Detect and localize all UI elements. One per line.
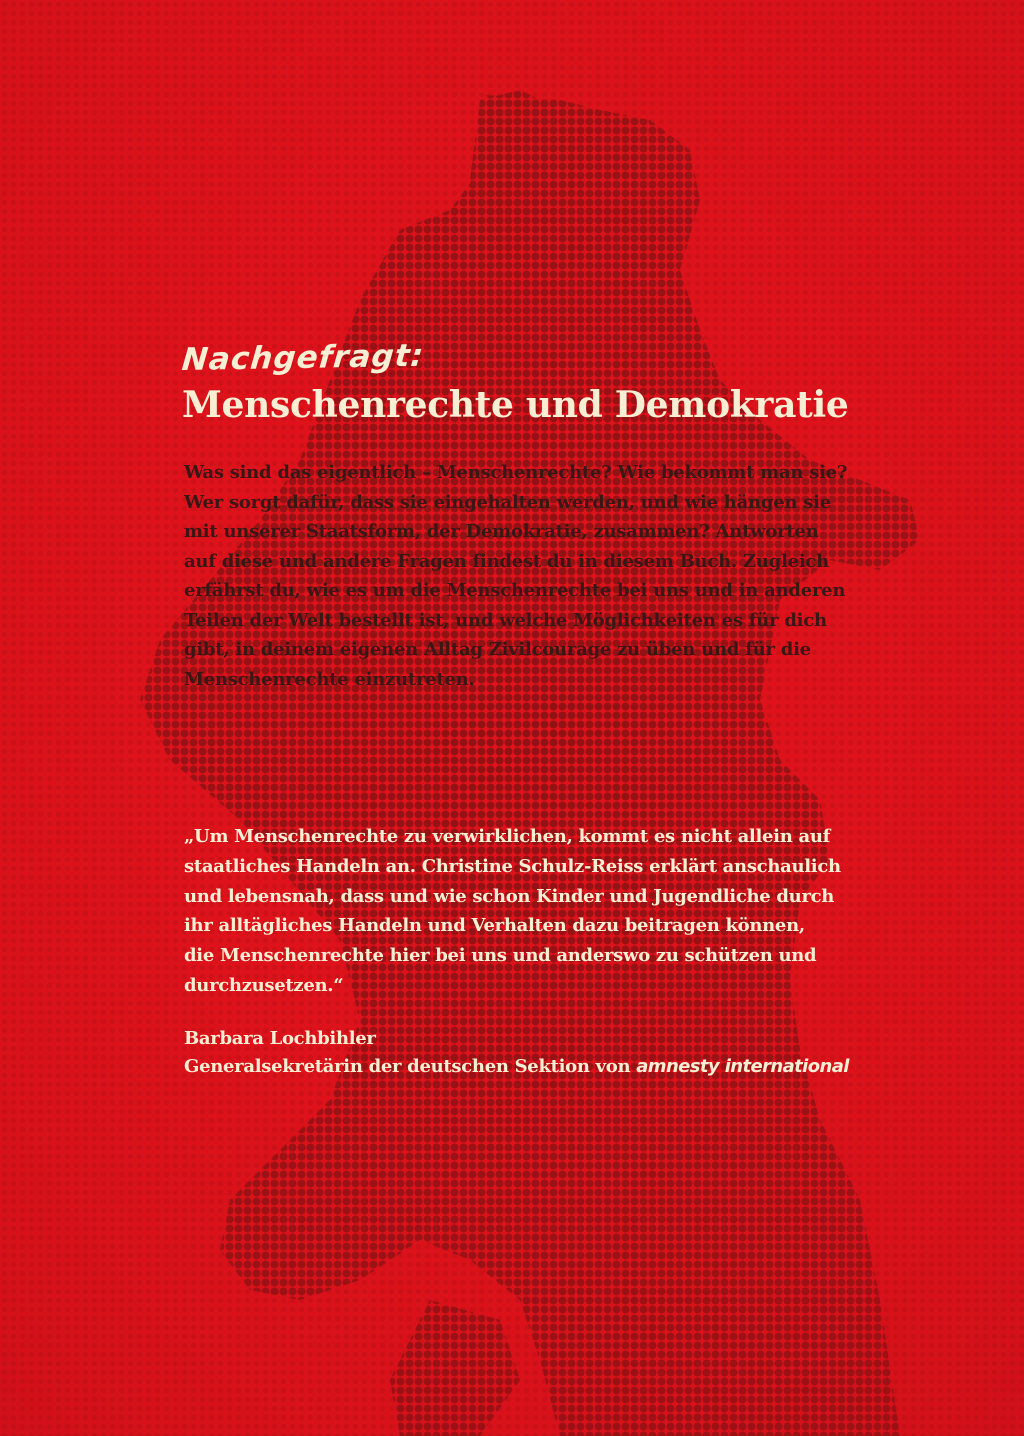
organization-name: amnesty international <box>636 1056 849 1077</box>
quote-line: ihr alltägliches Handeln und Verhalten dazu beitragen können, <box>184 915 805 937</box>
intro-line: Menschenrechte einzutreten. <box>184 668 475 690</box>
page-title: Menschenrechte und Demokratie <box>182 384 849 426</box>
quote-line: durchzusetzen.“ <box>184 974 344 996</box>
author-role-prefix: Generalsekretärin der deutschen Sektion von <box>184 1056 631 1077</box>
quote-line: und lebensnah, dass und wie schon Kinder und Jugendliche durch <box>184 885 835 907</box>
intro-line: erfährst du, wie es um die Menschenrechte bei uns und in anderen <box>184 580 846 601</box>
quote-line: „Um Menschenrechte zu verwirklichen, kommt es nicht allein auf <box>184 826 831 847</box>
intro-line: Was sind das eigentlich – Menschenrechte? Wie bekommt man sie? <box>184 462 848 483</box>
intro-paragraph <box>184 458 884 694</box>
intro-line: mit unserer Staatsform, der Demokratie, zusammen? Antworten <box>184 521 819 542</box>
intro-line: Teilen der Welt bestellt ist, und welche Möglichkeiten es für dich <box>184 609 827 631</box>
intro-line: Wer sorgt dafür, dass sie eingehalten werden, und wie hängen sie <box>184 491 831 513</box>
quote-attribution <box>184 1025 944 1081</box>
author-name: Barbara Lochbihler <box>184 1028 376 1049</box>
intro-line: gibt, in deinem eigenen Alltag Zivilcourage zu üben und für die <box>184 639 811 660</box>
testimonial-quote <box>184 822 884 1001</box>
quote-line: staatliches Handeln an. Christine Schulz-Reiss erklärt anschaulich <box>184 855 841 877</box>
author-role <box>184 1053 944 1081</box>
kicker-heading: Nachgefragt: <box>180 337 426 378</box>
main-text-block <box>180 337 884 694</box>
intro-line: auf diese und andere Fragen findest du in diesem Buch. Zugleich <box>184 550 829 572</box>
quote-line: die Menschenrechte hier bei uns und anderswo zu schützen und <box>184 945 817 967</box>
